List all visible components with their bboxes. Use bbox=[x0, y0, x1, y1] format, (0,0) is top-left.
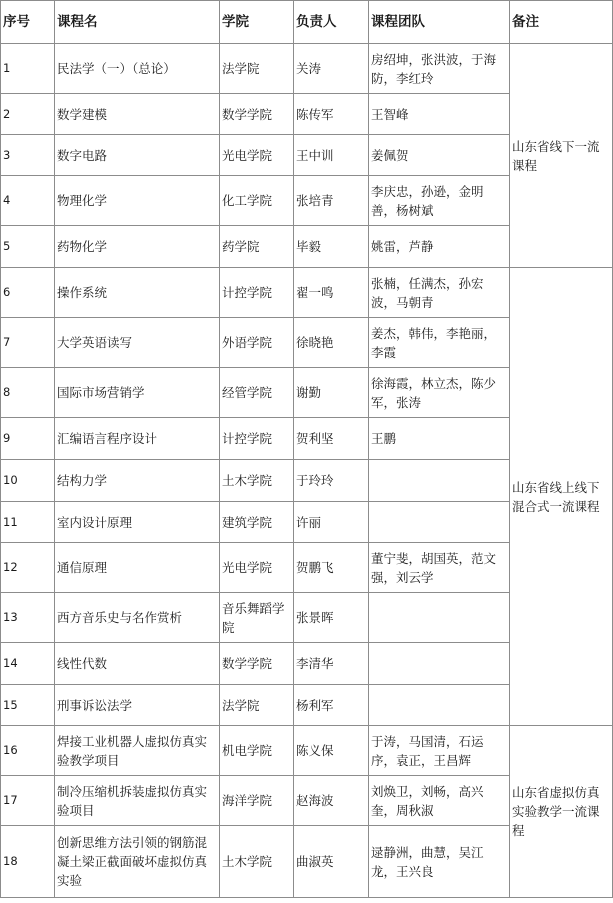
cell-college: 建筑学院 bbox=[220, 502, 294, 543]
cell-leader: 翟一鸣 bbox=[294, 268, 369, 318]
cell-college: 计控学院 bbox=[220, 268, 294, 318]
cell-team: 刘焕卫，刘畅，高兴奎，周秋淑 bbox=[369, 776, 510, 826]
cell-college: 计控学院 bbox=[220, 418, 294, 460]
cell-course: 民法学（一）（总论） bbox=[55, 44, 220, 94]
cell-team: 逯静洲，曲慧，吴江龙，王兴良 bbox=[369, 826, 510, 898]
header-course: 课程名 bbox=[55, 1, 220, 44]
cell-course: 刑事诉讼法学 bbox=[55, 685, 220, 726]
cell-leader: 许丽 bbox=[294, 502, 369, 543]
cell-course: 汇编语言程序设计 bbox=[55, 418, 220, 460]
cell-team: 于涛，马国清，石运序，袁正，王昌辉 bbox=[369, 726, 510, 776]
header-leader: 负责人 bbox=[294, 1, 369, 44]
cell-leader: 于玲玲 bbox=[294, 460, 369, 502]
cell-leader: 贺利坚 bbox=[294, 418, 369, 460]
cell-no: 13 bbox=[1, 593, 55, 643]
cell-leader: 毕毅 bbox=[294, 226, 369, 268]
cell-team bbox=[369, 502, 510, 543]
cell-team: 王智峰 bbox=[369, 94, 510, 135]
cell-college: 数学学院 bbox=[220, 643, 294, 685]
cell-leader: 徐晓艳 bbox=[294, 318, 369, 368]
cell-course: 大学英语读写 bbox=[55, 318, 220, 368]
cell-no: 10 bbox=[1, 460, 55, 502]
cell-no: 8 bbox=[1, 368, 55, 418]
cell-leader: 张景晖 bbox=[294, 593, 369, 643]
cell-team: 张楠，任满杰，孙宏波，马朝青 bbox=[369, 268, 510, 318]
cell-no: 1 bbox=[1, 44, 55, 94]
cell-no: 6 bbox=[1, 268, 55, 318]
cell-no: 7 bbox=[1, 318, 55, 368]
cell-course: 通信原理 bbox=[55, 543, 220, 593]
header-row bbox=[1, 1, 613, 44]
cell-course: 国际市场营销学 bbox=[55, 368, 220, 418]
cell-no: 18 bbox=[1, 826, 55, 898]
cell-course: 制冷压缩机拆装虚拟仿真实验项目 bbox=[55, 776, 220, 826]
cell-college: 音乐舞蹈学院 bbox=[220, 593, 294, 643]
cell-course: 操作系统 bbox=[55, 268, 220, 318]
cell-team: 房绍坤，张洪波，于海防，李红玲 bbox=[369, 44, 510, 94]
cell-college: 药学院 bbox=[220, 226, 294, 268]
cell-no: 17 bbox=[1, 776, 55, 826]
cell-college: 海洋学院 bbox=[220, 776, 294, 826]
table-row bbox=[1, 268, 613, 318]
cell-no: 5 bbox=[1, 226, 55, 268]
cell-team: 徐海霞，林立杰，陈少军，张涛 bbox=[369, 368, 510, 418]
cell-college: 外语学院 bbox=[220, 318, 294, 368]
cell-leader: 陈义保 bbox=[294, 726, 369, 776]
cell-team: 姚雷，芦静 bbox=[369, 226, 510, 268]
cell-course: 数学建模 bbox=[55, 94, 220, 135]
cell-team: 董宁斐，胡国英，范文强，刘云学 bbox=[369, 543, 510, 593]
cell-leader: 陈传军 bbox=[294, 94, 369, 135]
cell-team: 李庆忠，孙逊，金明善，杨树斌 bbox=[369, 176, 510, 226]
cell-college: 数学学院 bbox=[220, 94, 294, 135]
cell-leader: 谢勤 bbox=[294, 368, 369, 418]
cell-no: 9 bbox=[1, 418, 55, 460]
cell-remark: 山东省虚拟仿真实验教学一流课程 bbox=[510, 726, 613, 898]
cell-team: 姜佩贺 bbox=[369, 135, 510, 176]
cell-team: 王鹏 bbox=[369, 418, 510, 460]
cell-course: 创新思维方法引领的钢筋混凝土梁正截面破坏虚拟仿真实验 bbox=[55, 826, 220, 898]
cell-college: 土木学院 bbox=[220, 826, 294, 898]
cell-no: 4 bbox=[1, 176, 55, 226]
cell-college: 土木学院 bbox=[220, 460, 294, 502]
cell-leader: 贺鹏飞 bbox=[294, 543, 369, 593]
table-row bbox=[1, 726, 613, 776]
cell-leader: 张培青 bbox=[294, 176, 369, 226]
cell-leader: 曲淑英 bbox=[294, 826, 369, 898]
cell-no: 12 bbox=[1, 543, 55, 593]
table-row bbox=[1, 44, 613, 94]
cell-course: 西方音乐史与名作赏析 bbox=[55, 593, 220, 643]
cell-college: 光电学院 bbox=[220, 543, 294, 593]
cell-college: 法学院 bbox=[220, 44, 294, 94]
cell-course: 物理化学 bbox=[55, 176, 220, 226]
cell-team bbox=[369, 593, 510, 643]
cell-course: 线性代数 bbox=[55, 643, 220, 685]
cell-college: 光电学院 bbox=[220, 135, 294, 176]
cell-no: 11 bbox=[1, 502, 55, 543]
cell-course: 药物化学 bbox=[55, 226, 220, 268]
cell-college: 机电学院 bbox=[220, 726, 294, 776]
cell-no: 16 bbox=[1, 726, 55, 776]
header-college: 学院 bbox=[220, 1, 294, 44]
cell-college: 化工学院 bbox=[220, 176, 294, 226]
cell-no: 14 bbox=[1, 643, 55, 685]
cell-remark: 山东省线下一流课程 bbox=[510, 44, 613, 268]
cell-team bbox=[369, 643, 510, 685]
cell-course: 焊接工业机器人虚拟仿真实验教学项目 bbox=[55, 726, 220, 776]
cell-leader: 关涛 bbox=[294, 44, 369, 94]
cell-team bbox=[369, 685, 510, 726]
cell-college: 经管学院 bbox=[220, 368, 294, 418]
cell-team bbox=[369, 460, 510, 502]
header-remark: 备注 bbox=[510, 1, 613, 44]
cell-leader: 李清华 bbox=[294, 643, 369, 685]
cell-leader: 王中训 bbox=[294, 135, 369, 176]
cell-course: 数字电路 bbox=[55, 135, 220, 176]
cell-college: 法学院 bbox=[220, 685, 294, 726]
cell-remark: 山东省线上线下混合式一流课程 bbox=[510, 268, 613, 726]
cell-no: 3 bbox=[1, 135, 55, 176]
cell-leader: 赵海波 bbox=[294, 776, 369, 826]
header-no: 序号 bbox=[1, 1, 55, 44]
cell-team: 姜杰，韩伟，李艳丽，李霞 bbox=[369, 318, 510, 368]
header-team: 课程团队 bbox=[369, 1, 510, 44]
cell-no: 2 bbox=[1, 94, 55, 135]
cell-leader: 杨利军 bbox=[294, 685, 369, 726]
cell-no: 15 bbox=[1, 685, 55, 726]
cell-course: 结构力学 bbox=[55, 460, 220, 502]
cell-course: 室内设计原理 bbox=[55, 502, 220, 543]
